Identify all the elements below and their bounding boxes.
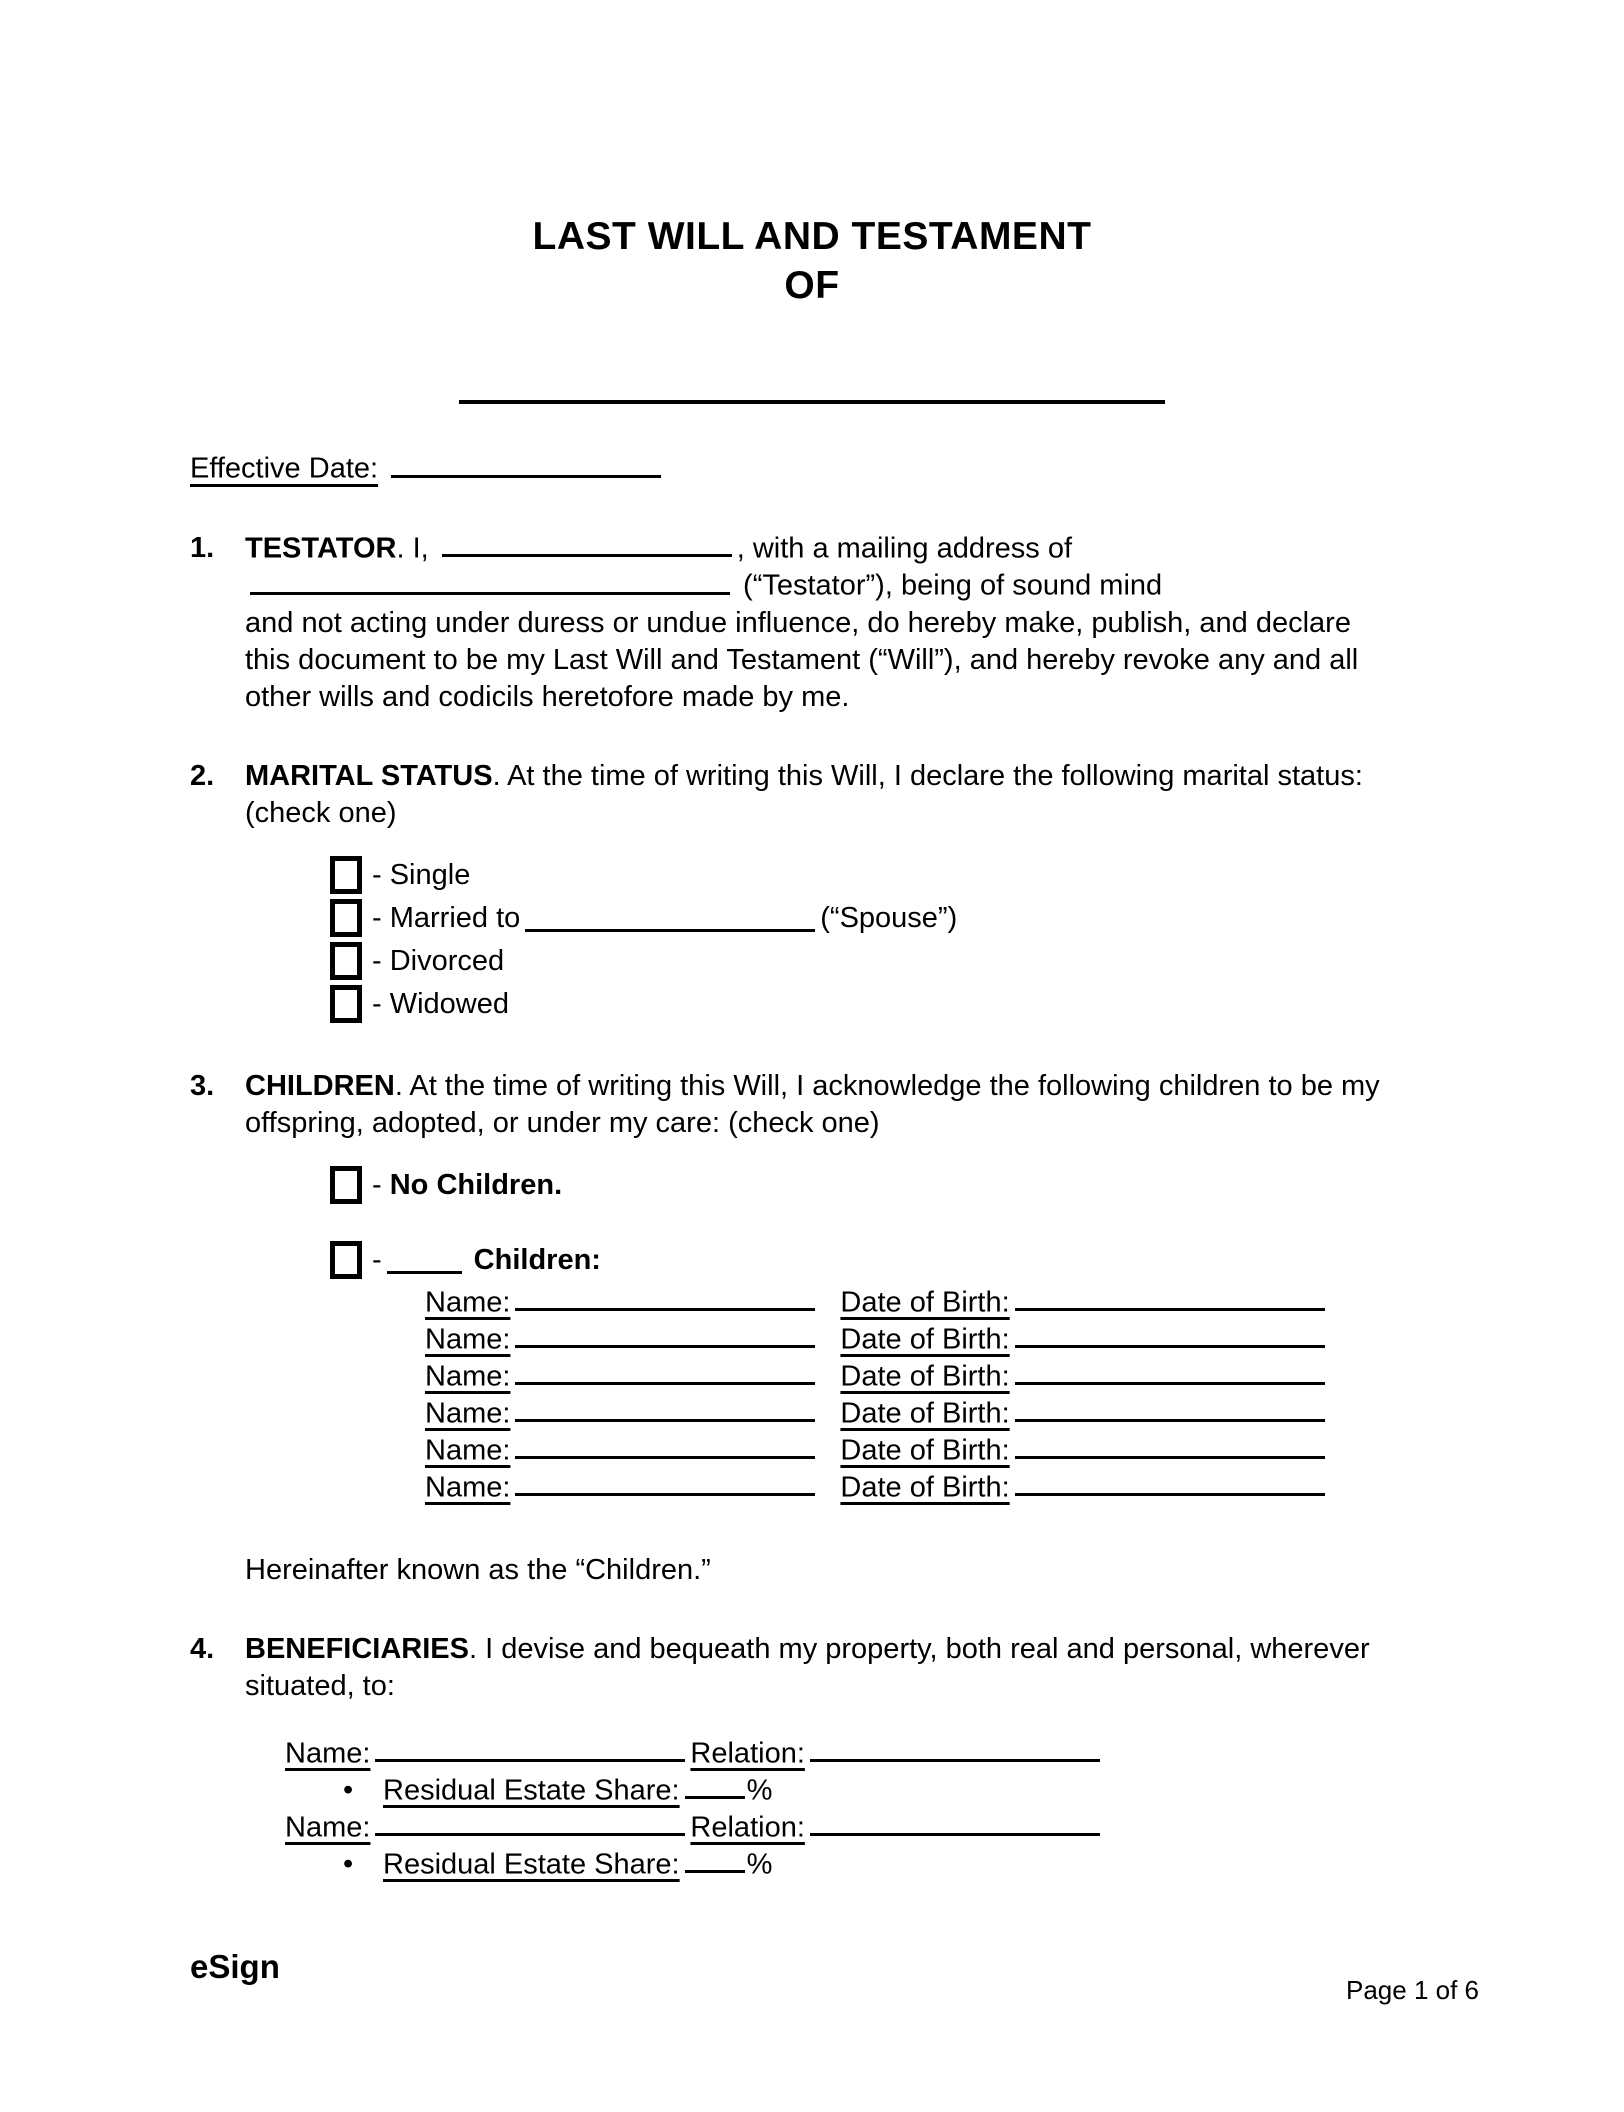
residual-share-blank[interactable] [685,1772,745,1800]
child-dob-label: Date of Birth: [840,1323,1010,1356]
child-name-blank[interactable] [515,1432,815,1460]
residual-share-label: Residual Estate Share: [383,1774,680,1807]
section-marital-heading: MARITAL STATUS [245,759,493,792]
child-name-label: Name: [425,1323,511,1356]
child-name-blank[interactable] [515,1469,815,1497]
child-name-blank[interactable] [515,1358,815,1386]
section-testator [190,530,1434,716]
child-dob-blank[interactable] [1015,1358,1325,1386]
child-row-5 [425,1432,1385,1469]
marital-option-divorced [330,940,1385,983]
marital-body-text: . At the time of writing this Will, I declare the following marital status: (check one) [245,759,1363,829]
child-dob-label: Date of Birth: [840,1360,1010,1393]
esign-logo: eSign [190,1948,280,1985]
effective-date-label: Effective Date: [190,452,379,485]
bullet-icon: • [343,1774,354,1807]
children-options-gap [330,1207,1385,1239]
beneficiary-name-label: Name: [285,1737,371,1770]
children-options [330,1164,1385,1282]
section-testator-number: 1. [190,531,215,564]
children-option-none [330,1164,1385,1207]
beneficiary-relation-label: Relation: [690,1811,805,1844]
beneficiary-name-blank[interactable] [375,1809,685,1837]
child-row-3 [425,1358,1385,1395]
child-dob-blank[interactable] [1015,1395,1325,1423]
no-children-dash: - [372,1168,382,1201]
children-table [425,1284,1385,1506]
beneficiaries-list [285,1735,1385,1883]
section-beneficiaries-number: 4. [190,1632,215,1665]
child-dob-blank[interactable] [1015,1284,1325,1312]
child-dob-label: Date of Birth: [840,1471,1010,1504]
testator-tail1-text: (“Testator”), being of sound mind [735,569,1163,602]
beneficiary-row-1 [285,1735,1385,1772]
child-dob-label: Date of Birth: [840,1397,1010,1430]
testator-address-blank[interactable] [250,567,730,595]
children-count-blank[interactable] [387,1246,462,1274]
section-children-heading: CHILDREN [245,1069,395,1102]
testator-tail2-text: and not acting under duress or undue influence, do hereby make, publish, and declare this document to be my Last Will and Testament (“Will”), and hereby revoke any and all other wills and codicils heretofore made by me. [245,606,1359,713]
document-title [190,212,1434,310]
document-title-line2: OF [784,264,840,307]
children-body-text: . At the time of writing this Will, I acknowledge the following children to be my offspring, adopted, or under my care: (check one) [245,1069,1380,1139]
marital-option-married [330,897,1385,940]
percent-sign: % [746,1848,773,1881]
child-name-label: Name: [425,1286,511,1319]
checkbox-has-children[interactable] [330,1241,362,1279]
child-row-4 [425,1395,1385,1432]
section-testator-body [245,530,1385,716]
beneficiary-relation-label: Relation: [690,1737,805,1770]
child-dob-blank[interactable] [1015,1432,1325,1460]
section-marital-body [245,758,1385,1026]
spouse-name-blank[interactable] [525,904,815,932]
beneficiary-share-row-2 [285,1846,1385,1883]
section-testator-heading: TESTATOR [245,532,397,565]
single-label: - Single [372,858,471,891]
no-children-label: No Children. [389,1168,563,1201]
child-name-blank[interactable] [515,1284,815,1312]
beneficiary-name-label: Name: [285,1811,371,1844]
section-children-body [245,1068,1385,1589]
child-name-label: Name: [425,1434,511,1467]
child-row-1 [425,1284,1385,1321]
checkbox-single[interactable] [330,856,362,894]
testator-mid-text: , with a mailing address of [736,532,1073,565]
child-name-label: Name: [425,1360,511,1393]
child-row-6 [425,1469,1385,1506]
page-number: Page 1 of 6 [1346,1975,1479,2005]
children-option-count [330,1239,1385,1282]
child-name-blank[interactable] [515,1395,815,1423]
married-label: - Married to [372,901,521,934]
residual-share-label: Residual Estate Share: [383,1848,680,1881]
section-beneficiaries-heading: BENEFICIARIES [245,1632,469,1665]
beneficiary-row-2 [285,1809,1385,1846]
testator-name-blank[interactable] [442,530,732,558]
beneficiary-relation-blank[interactable] [810,1809,1100,1837]
widowed-label: - Widowed [372,987,509,1020]
children-count-label: Children: [473,1243,601,1276]
section-marital-status [190,758,1434,1026]
marital-option-widowed [330,983,1385,1026]
child-dob-label: Date of Birth: [840,1434,1010,1467]
effective-date-row [190,450,1434,488]
beneficiary-share-row-1 [285,1772,1385,1809]
marital-options [330,854,1385,1026]
testator-name-line[interactable] [459,400,1165,404]
divorced-label: - Divorced [372,944,505,977]
bullet-icon: • [343,1848,354,1881]
spouse-parenthetical: (“Spouse”) [820,901,958,934]
checkbox-divorced[interactable] [330,942,362,980]
marital-option-single [330,854,1385,897]
percent-sign: % [746,1774,773,1807]
child-name-blank[interactable] [515,1321,815,1349]
child-dob-blank[interactable] [1015,1469,1325,1497]
section-beneficiaries-body [245,1631,1385,1883]
children-count-dash: - [372,1243,382,1276]
beneficiary-relation-blank[interactable] [810,1735,1100,1763]
child-row-2 [425,1321,1385,1358]
children-hereinafter-note: Hereinafter known as the “Children.” [245,1553,711,1586]
beneficiary-name-blank[interactable] [375,1735,685,1763]
checkbox-married[interactable] [330,899,362,937]
child-name-label: Name: [425,1471,511,1504]
child-dob-blank[interactable] [1015,1321,1325,1349]
beneficiaries-body-text: . I devise and bequeath my property, both real and personal, wherever situated, to: [245,1632,1370,1702]
effective-date-blank[interactable] [391,450,661,478]
section-children-number: 3. [190,1069,215,1102]
document-title-line1: LAST WILL AND TESTAMENT [532,215,1092,258]
section-children [190,1068,1434,1589]
checkbox-no-children[interactable] [330,1166,362,1204]
checkbox-widowed[interactable] [330,985,362,1023]
section-beneficiaries [190,1631,1434,1883]
testator-lead-text: . I, [396,532,437,565]
residual-share-blank[interactable] [685,1846,745,1874]
section-marital-number: 2. [190,759,215,792]
child-name-label: Name: [425,1397,511,1430]
child-dob-label: Date of Birth: [840,1286,1010,1319]
